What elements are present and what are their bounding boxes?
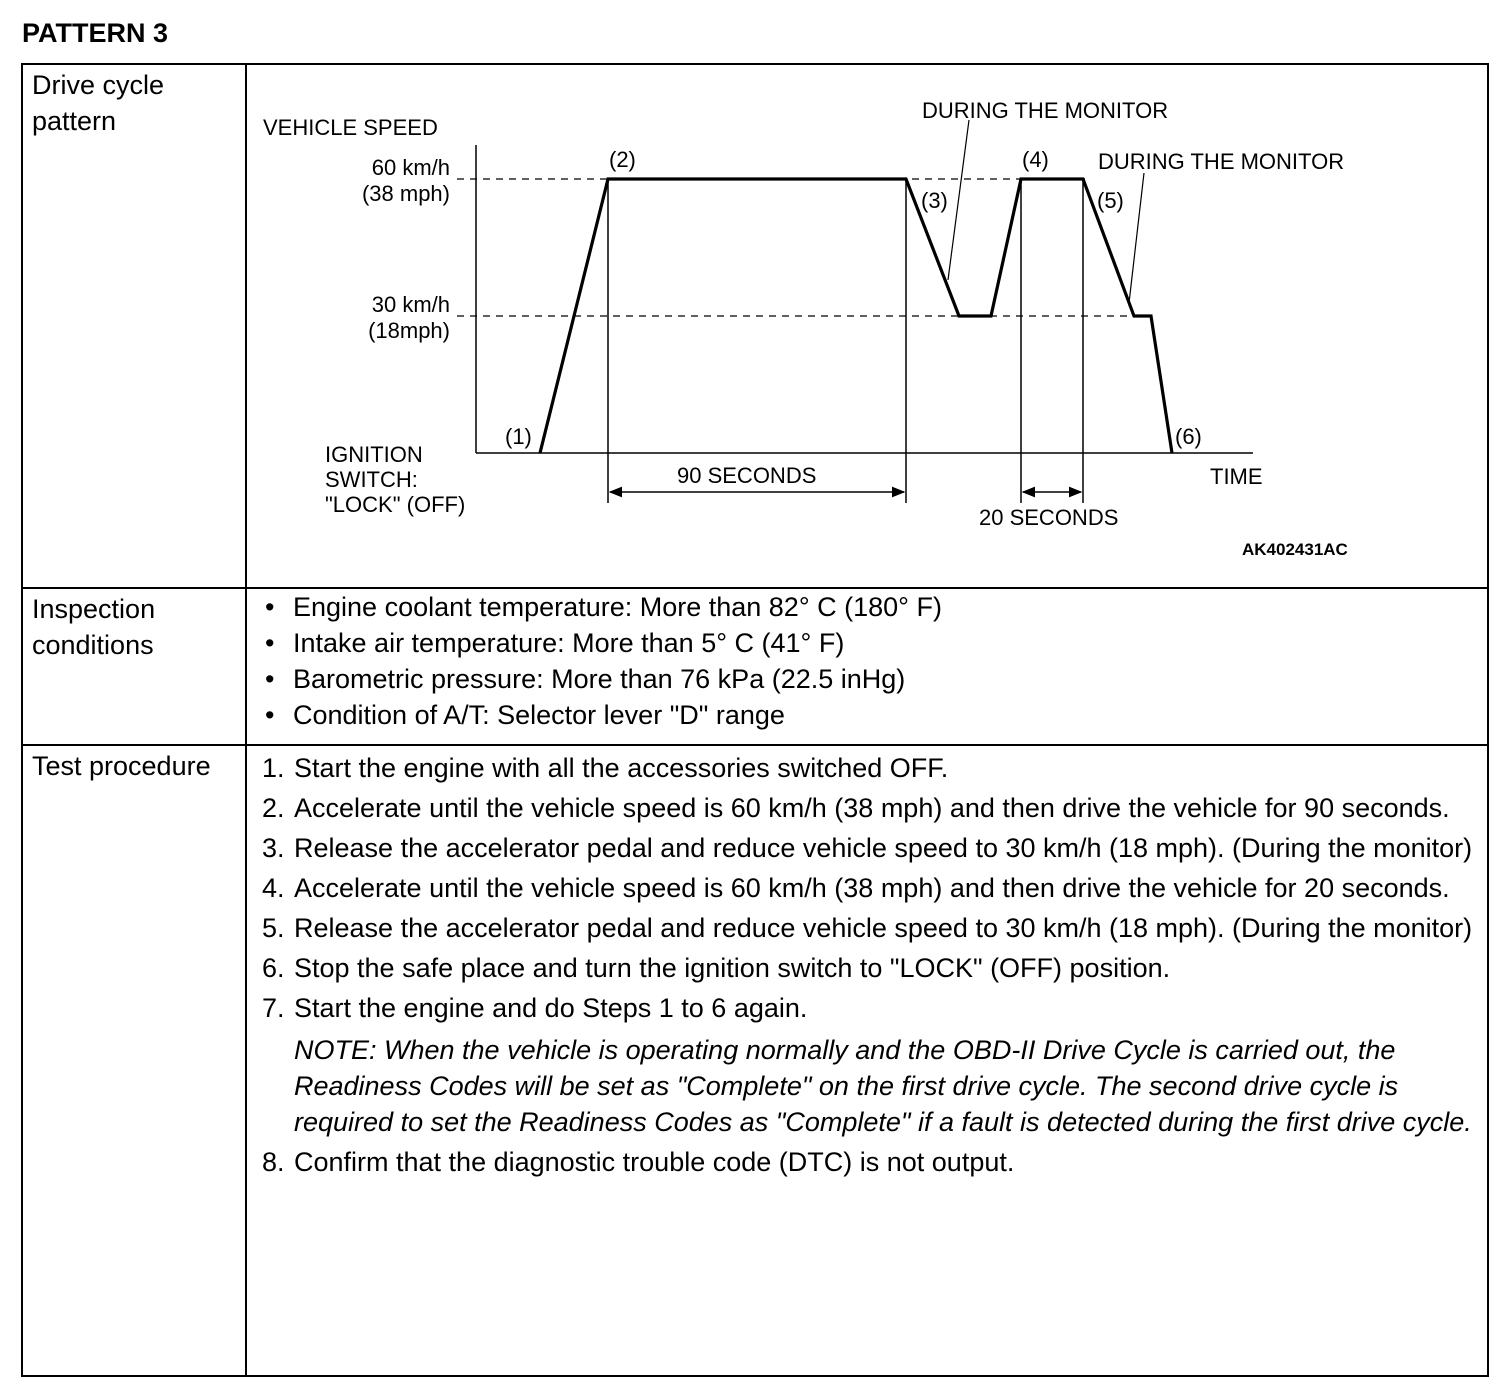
ignition-label: SWITCH:	[325, 467, 418, 492]
step-text: Stop the safe place and turn the ignition switch to "LOCK" (OFF) position.	[294, 953, 1171, 983]
speed-30-mph-label: (18mph)	[368, 318, 450, 343]
point-label: (1)	[505, 424, 532, 449]
page-title: PATTERN 3	[22, 18, 169, 48]
monitor-label: DURING THE MONITOR	[922, 98, 1169, 123]
monitor-leader-line	[948, 120, 969, 280]
step-text: Accelerate until the vehicle speed is 60 km/h (38 mph) and then drive the vehicle for 90 seconds.	[294, 793, 1450, 823]
list-item: • Barometric pressure: More than 76 kPa (22.5 inHg)	[263, 661, 942, 697]
test-procedure-list	[262, 750, 1492, 1184]
test-procedure-cell	[246, 745, 1488, 1376]
list-item	[262, 1144, 1492, 1180]
step-number: 2.	[262, 793, 285, 823]
table-row	[22, 64, 1488, 588]
monitor-leader-line	[1129, 173, 1144, 303]
monitor-label: DURING THE MONITOR	[1098, 149, 1345, 174]
point-label: (5)	[1097, 188, 1124, 213]
x-axis-label: TIME	[1210, 464, 1263, 489]
step-text: Release the accelerator pedal and reduce vehicle speed to 30 km/h (18 mph). (During the monitor)	[294, 913, 1473, 943]
speed-profile-line	[540, 179, 1172, 453]
speed-60-label: 60 km/h	[371, 155, 450, 180]
drive-cycle-table	[21, 63, 1489, 1377]
inspection-conditions-cell	[246, 588, 1488, 745]
step-text: Start the engine and do Steps 1 to 6 again.	[294, 993, 808, 1023]
step-text: Accelerate until the vehicle speed is 60 km/h (38 mph) and then drive the vehicle for 20 seconds.	[294, 873, 1450, 903]
list-item	[262, 950, 1492, 986]
y-axis-label: VEHICLE SPEED	[263, 115, 438, 140]
row-label-inspection: Inspection conditions	[22, 588, 246, 745]
step-number: 5.	[262, 913, 285, 943]
point-label: (4)	[1022, 147, 1049, 172]
list-item	[262, 790, 1492, 826]
list-item	[262, 830, 1492, 866]
step-number: 8.	[262, 1147, 285, 1177]
duration-20-label: 20 SECONDS	[979, 505, 1119, 530]
step-text: Release the accelerator pedal and reduce vehicle speed to 30 km/h (18 mph). (During the monitor)	[294, 833, 1473, 863]
ignition-label: IGNITION	[325, 442, 423, 467]
step-number: 7.	[262, 993, 285, 1023]
point-label: (3)	[921, 188, 948, 213]
row-label-test: Test procedure	[22, 745, 246, 1376]
list-item: • Intake air temperature: More than 5° C (41° F)	[263, 625, 942, 661]
list-item: • Condition of A/T: Selector lever "D" range	[263, 697, 942, 733]
step-number: 4.	[262, 873, 285, 903]
ignition-label: "LOCK" (OFF)	[325, 492, 466, 517]
list-item: • Engine coolant temperature: More than 82° C (180° F)	[263, 589, 942, 625]
list-item	[262, 750, 1492, 786]
step-number: 1.	[262, 753, 285, 783]
inspection-conditions-list	[263, 589, 942, 733]
list-item	[262, 910, 1492, 946]
drive-cycle-diagram	[247, 65, 1504, 585]
speed-30-label: 30 km/h	[371, 292, 450, 317]
point-label: (6)	[1175, 424, 1202, 449]
row-label-drive-cycle: Drive cycle pattern	[22, 64, 246, 588]
step-text: Start the engine with all the accessories switched OFF.	[294, 753, 949, 783]
list-item	[262, 990, 1492, 1026]
note-text: NOTE: When the vehicle is operating normally and the OBD-II Drive Cycle is carried out, the Readiness Codes will be set as "Complete" on the first drive cycle. The second drive cycle is required to set the Readiness Codes as "Complete" if a fault is detected during the first drive cycle.	[294, 1035, 1472, 1137]
drive-cycle-figure-cell	[246, 64, 1488, 588]
speed-60-mph-label: (38 mph)	[361, 181, 450, 206]
table-row	[22, 745, 1488, 1376]
step-number: 3.	[262, 833, 285, 863]
list-item	[262, 870, 1492, 906]
step-number: 6.	[262, 953, 285, 983]
figure-id: AK402431AC	[1242, 540, 1348, 559]
table-row	[22, 588, 1488, 745]
step-text: Confirm that the diagnostic trouble code (DTC) is not output.	[294, 1147, 1015, 1177]
duration-90-label: 90 SECONDS	[677, 463, 817, 488]
point-label: (2)	[609, 147, 636, 172]
